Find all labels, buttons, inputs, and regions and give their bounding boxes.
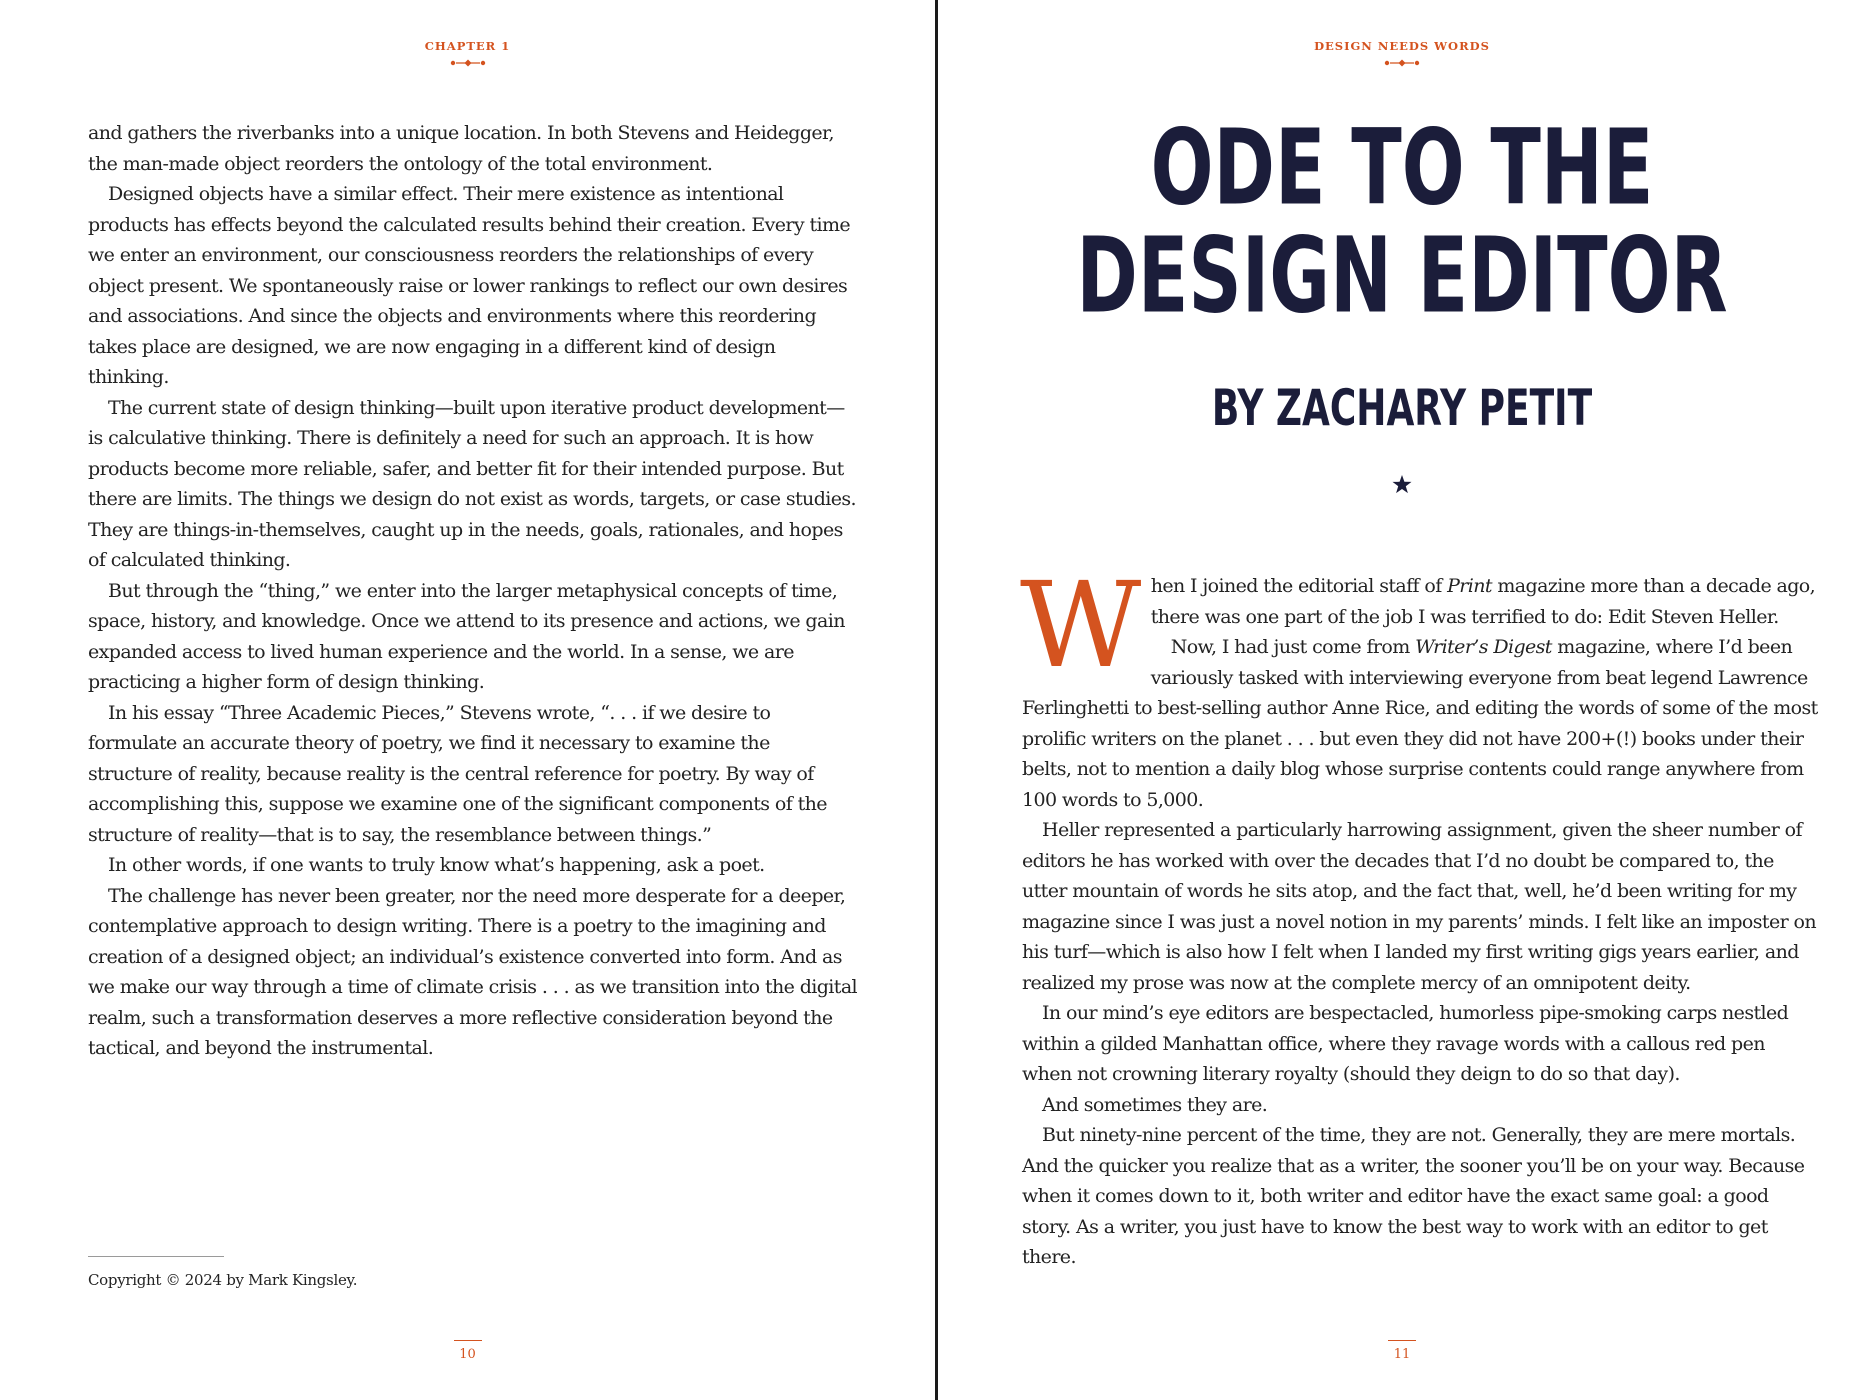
- magazine-title: Writer’s Digest: [1415, 636, 1552, 658]
- article-byline: BY ZACHARY PETIT: [1211, 379, 1593, 437]
- left-running-head: [0, 39, 935, 70]
- right-page-number: [938, 1340, 1866, 1362]
- folio-rule: [1388, 1340, 1416, 1341]
- footnote-rule: [88, 1256, 224, 1257]
- paragraph: Heller represented a particularly harrowing assignment, given the sheer number of editors he has worked with over the decades that I’d no doubt be compared to, the utter mountain of words he sits atop, and the fact that, well, he’d been writing for my magazine since I was just a novel notion in my parents’ minds. I felt like an imposter on his turf—which is also how I felt when I landed my first writing gigs years earlier, and realized my prose was now at the complete mercy of an omnipotent deity.: [1022, 819, 1816, 994]
- paragraph-text: magazine more than a decade ago, there was one part of the job I was terrified to do: Edit Steven Heller.: [1150, 575, 1816, 628]
- folio-rule: [454, 1340, 482, 1341]
- page-number-label: 10: [459, 1347, 476, 1362]
- copyright-footnote: Copyright © 2024 by Mark Kingsley.: [88, 1271, 358, 1289]
- paragraph: In his essay “Three Academic Pieces,” Stevens wrote, “. . . if we desire to formulate an accurate theory of poetry, we find it necessary to examine the structure of reality, because reality is the central reference for poetry. By way of accomplishing this, suppose we examine one of the significant components of the structure of reality—that is to say, the resemblance between things.”: [88, 701, 827, 846]
- paragraph: and gathers the riverbanks into a unique location. In both Stevens and Heidegger, the man-made object reorders the ontology of the total environment.: [88, 122, 834, 175]
- asterisk-ornament-icon: [938, 474, 1866, 500]
- paragraph: Designed objects have a similar effect. Their mere existence as intentional products has effects beyond the calculated results behind their creation. Every time we enter an environment, our consciousness reorders the relationships of every object present. We spontaneously raise or lower rankings to reflect our own desires and associations. And since the objects and environments where this reordering takes place are designed, we are now engaging in a different kind of design thinking.: [88, 183, 851, 388]
- left-page-number: [0, 1340, 935, 1362]
- left-body-text: [88, 118, 858, 1064]
- paragraph: The current state of design thinking—built upon iterative product development—is calculative thinking. There is definitely a need for such an approach. It is how products become more reliable, safer, and better fit for their intended purpose. But there are limits. The things we design do not exist as words, targets, or case studies. They are things-in-themselves, caught up in the needs, goals, rationales, and hopes of calculated thinking.: [88, 396, 856, 571]
- ornament-icon: [450, 59, 486, 67]
- paragraph: But through the “thing,” we enter into the larger metaphysical concepts of time, space, history, and knowledge. Once we attend to its presence and actions, we gain expanded access to lived human experience and the world. In a sense, we are practicing a higher form of design thinking.: [88, 579, 845, 693]
- ornament-icon: [1384, 59, 1420, 67]
- paragraph-text: hen I joined the editorial staff of: [1150, 575, 1448, 597]
- drop-cap: W: [1020, 556, 1141, 694]
- paragraph-text: Now, I had just come from: [1170, 636, 1416, 658]
- article-title-line-2: DESIGN EDITOR: [1076, 214, 1728, 337]
- magazine-title: Print: [1447, 575, 1492, 597]
- right-body-text: [1020, 556, 1818, 1273]
- paragraph: [1022, 632, 1818, 815]
- paragraph: The challenge has never been greater, nor the need more desperate for a deeper, contemplative approach to design writing. There is a poetry to the imagining and creation of a designed object; an individual’s existence converted into form. And as we make our way through a time of climate crisis . . . as we transition into the digital realm, such a transformation deserves a more reflective consideration beyond the tactical, and beyond the instrumental.: [88, 884, 858, 1059]
- paragraph-text: magazine, where I’d been variously tasked with interviewing everyone from beat legend Lawrence Ferlinghetti to best-selling author Anne Rice, and editing the words of some of the most prolific writers on the planet . . . but even they did not have 200+(!) books under their belts, not to mention a daily blog whose surprise contents could range anywhere from 100 words to 5,000.: [1022, 636, 1818, 811]
- paragraph: And sometimes they are.: [1042, 1093, 1268, 1116]
- right-running-head: [938, 39, 1866, 70]
- paragraph: In other words, if one wants to truly know what’s happening, ask a poet.: [108, 854, 765, 876]
- running-head-label: CHAPTER 1: [424, 39, 511, 53]
- paragraph: In our mind’s eye editors are bespectacled, humorless pipe-smoking carps nestled within a gilded Manhattan office, where they ravage words with a callous red pen when not crowning literary royalty (should they deign to do so that day).: [1022, 1002, 1789, 1085]
- running-head-label: DESIGN NEEDS WORDS: [1314, 39, 1490, 53]
- page-number-label: 11: [1393, 1347, 1411, 1362]
- paragraph: But ninety-nine percent of the time, they are not. Generally, they are mere mortals. And the quicker you realize that as a writer, the sooner you’ll be on your way. Because when it comes down to it, both writer and editor have the exact same goal: a good story. As a writer, you just have to know the best way to work with an editor to get there.: [1022, 1124, 1805, 1268]
- article-title-line-1: ODE TO THE: [1150, 106, 1654, 229]
- right-page: [938, 0, 1866, 1400]
